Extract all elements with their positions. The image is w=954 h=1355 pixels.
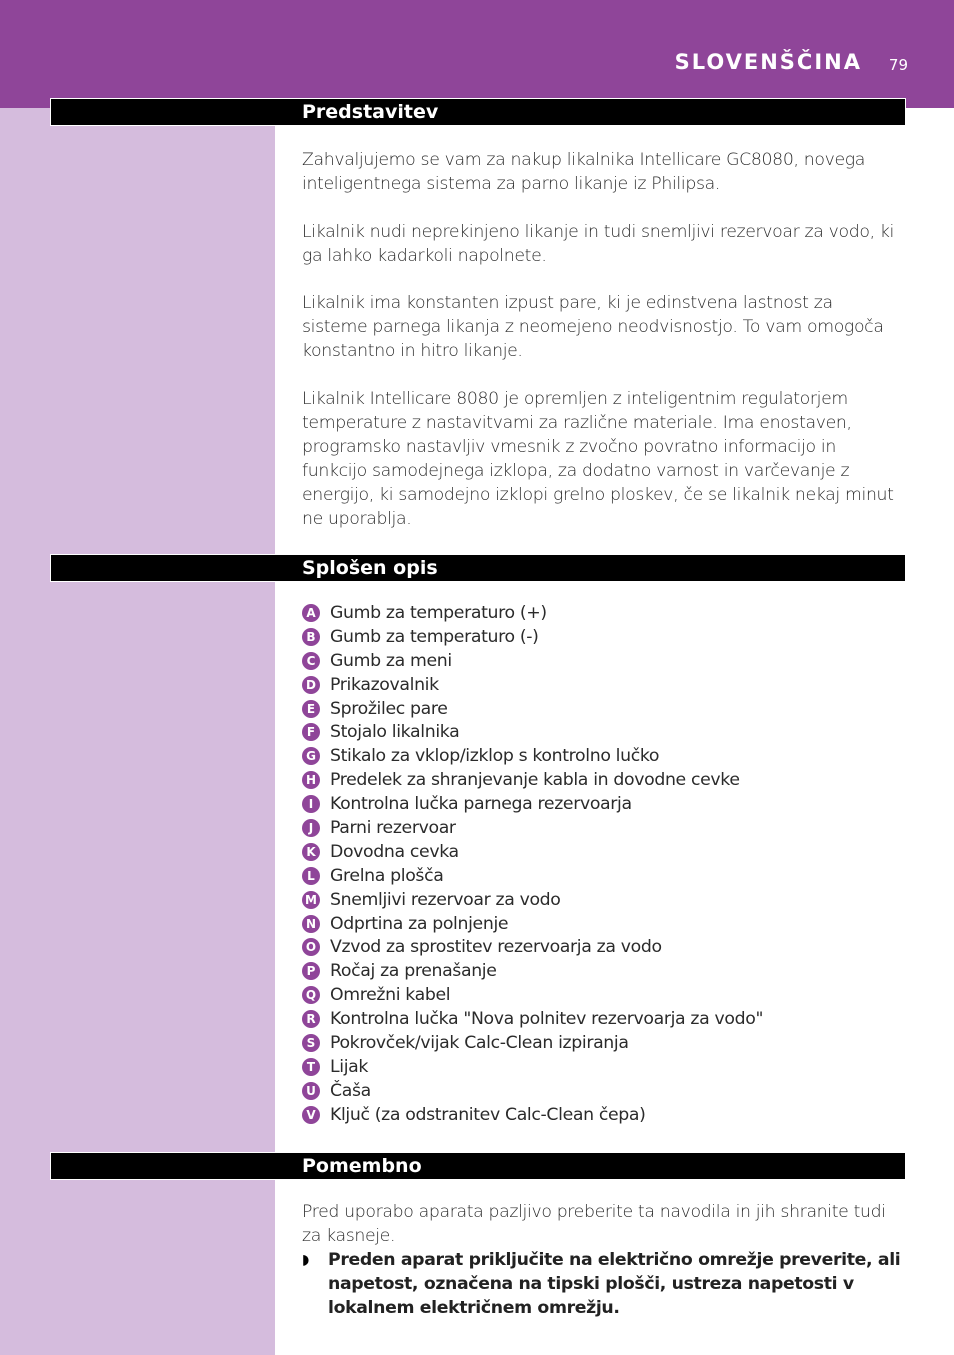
- list-item: [302, 960, 902, 984]
- list-item: [302, 769, 902, 793]
- list-item: [302, 817, 902, 841]
- list-item: [302, 936, 902, 960]
- part-label: Pokrovček/vijak Calc-Clean izpiranja: [330, 1033, 629, 1054]
- list-item: [302, 865, 902, 889]
- list-item: [302, 721, 902, 745]
- letter-badge-icon: Q: [302, 986, 320, 1004]
- part-label: Stikalo za vklop/izklop s kontrolno lučko: [330, 746, 660, 767]
- list-item: [302, 1032, 902, 1056]
- part-label: Čaša: [330, 1080, 371, 1101]
- part-label: Gumb za temperaturo (+): [330, 603, 547, 623]
- letter-badge-icon: M: [302, 891, 320, 909]
- list-item: [302, 745, 902, 769]
- letter-badge-icon: U: [302, 1082, 320, 1100]
- part-label: Lijak: [330, 1056, 369, 1077]
- letter-badge-icon: H: [302, 771, 320, 789]
- parts-list: [302, 602, 902, 1128]
- letter-badge-icon: P: [302, 962, 320, 980]
- letter-badge-icon: O: [302, 938, 320, 956]
- intro-paragraph-1: Zahvaljujemo se vam za nakup likalnika Intellicare GC8080, novega inteligentnega sistema za parno likanje iz Philipsa.: [302, 150, 866, 194]
- letter-badge-icon: L: [302, 867, 320, 885]
- page-number: 79: [888, 56, 908, 74]
- list-item: [302, 889, 902, 913]
- letter-badge-icon: C: [302, 652, 320, 670]
- intro-paragraph-4: Likalnik Intellicare 8080 je opremljen z inteligentnim regulatorjem temperature z nastavitvami za različne materiale. Ima enostaven, programsko nastavljiv vmesnik z zvočno povratno informacijo in funkcijo samodejnega izklopa, za dodatno varnost in varčevanje z energijo, ki samodejno izklopi grelno ploskev, če se likalnik nekaj minut ne uporablja.: [302, 389, 894, 529]
- part-label: Gumb za meni: [330, 650, 452, 671]
- part-label: Prikazovalnik: [330, 674, 439, 695]
- part-label: Dovodna cevka: [330, 841, 459, 862]
- section-bar-intro: [50, 98, 906, 126]
- letter-badge-icon: R: [302, 1010, 320, 1028]
- list-item: [302, 698, 902, 722]
- part-label: Sprožilec pare: [330, 698, 448, 719]
- part-label: Stojalo likalnika: [330, 722, 460, 743]
- list-item: [302, 984, 902, 1008]
- part-label: Predelek za shranjevanje kabla in dovodne cevke: [330, 770, 740, 791]
- letter-badge-icon: F: [302, 723, 320, 741]
- part-label: Ključ (za odstranitev Calc-Clean čepa): [330, 1104, 646, 1125]
- warning-bullet-text: Preden aparat priključite na električno omrežje preverite, ali napetost, označena na tipski plošči, ustreza napetosti v lokalnem električnem omrežju.: [328, 1250, 901, 1318]
- intro-paragraph-3: Likalnik ima konstanten izpust pare, ki je edinstvena lastnost za sisteme parnega likanja z neomejeno neodvisnostjo. To vam omogoča konstantno in hitro likanje.: [302, 293, 884, 361]
- list-item: [302, 1056, 902, 1080]
- letter-badge-icon: K: [302, 843, 320, 861]
- letter-badge-icon: N: [302, 915, 320, 933]
- list-item: [302, 602, 902, 626]
- list-item: [302, 913, 902, 937]
- triangle-bullet-icon: ◗: [302, 1252, 310, 1268]
- letter-badge-icon: E: [302, 700, 320, 718]
- part-label: Snemljivi rezervoar za vodo: [330, 889, 561, 910]
- part-label: Ročaj za prenašanje: [330, 961, 497, 982]
- section-title-important: Pomembno: [302, 1155, 422, 1177]
- language-heading: SLOVENŠČINA: [674, 50, 862, 74]
- part-label: Grelna plošča: [330, 865, 444, 886]
- list-item: [302, 1008, 902, 1032]
- part-label: Parni rezervoar: [330, 818, 456, 839]
- list-item: [302, 793, 902, 817]
- letter-badge-icon: A: [302, 604, 320, 622]
- part-label: Kontrolna lučka parnega rezervoarja: [330, 794, 632, 815]
- letter-badge-icon: I: [302, 795, 320, 813]
- section-bar-important: [50, 1152, 906, 1180]
- list-item: [302, 626, 902, 650]
- list-item: [302, 650, 902, 674]
- warning-bullet: [302, 1248, 902, 1320]
- part-label: Gumb za temperaturo (-): [330, 626, 539, 647]
- section-bar-description: [50, 554, 906, 582]
- part-label: Odprtina za polnjenje: [330, 913, 509, 934]
- part-label: Vzvod za sprostitev rezervoarja za vodo: [330, 937, 662, 958]
- part-label: Kontrolna lučka "Nova polnitev rezervoarja za vodo": [330, 1009, 764, 1030]
- list-item: [302, 674, 902, 698]
- part-label: Omrežni kabel: [330, 985, 451, 1006]
- letter-badge-icon: V: [302, 1106, 320, 1124]
- list-item: [302, 841, 902, 865]
- list-item: [302, 1104, 902, 1128]
- section-title-intro: Predstavitev: [302, 101, 439, 123]
- letter-badge-icon: B: [302, 628, 320, 646]
- intro-paragraph-2: Likalnik nudi neprekinjeno likanje in tudi snemljivi rezervoar za vodo, ki ga lahko kadarkoli napolnete.: [302, 222, 894, 266]
- letter-badge-icon: J: [302, 819, 320, 837]
- letter-badge-icon: D: [302, 676, 320, 694]
- letter-badge-icon: S: [302, 1034, 320, 1052]
- section-title-description: Splošen opis: [302, 557, 438, 579]
- letter-badge-icon: T: [302, 1058, 320, 1076]
- important-paragraph: Pred uporabo aparata pazljivo preberite ta navodila in jih shranite tudi za kasneje.: [302, 1202, 886, 1246]
- list-item: [302, 1080, 902, 1104]
- letter-badge-icon: G: [302, 747, 320, 765]
- header-band: [0, 0, 954, 108]
